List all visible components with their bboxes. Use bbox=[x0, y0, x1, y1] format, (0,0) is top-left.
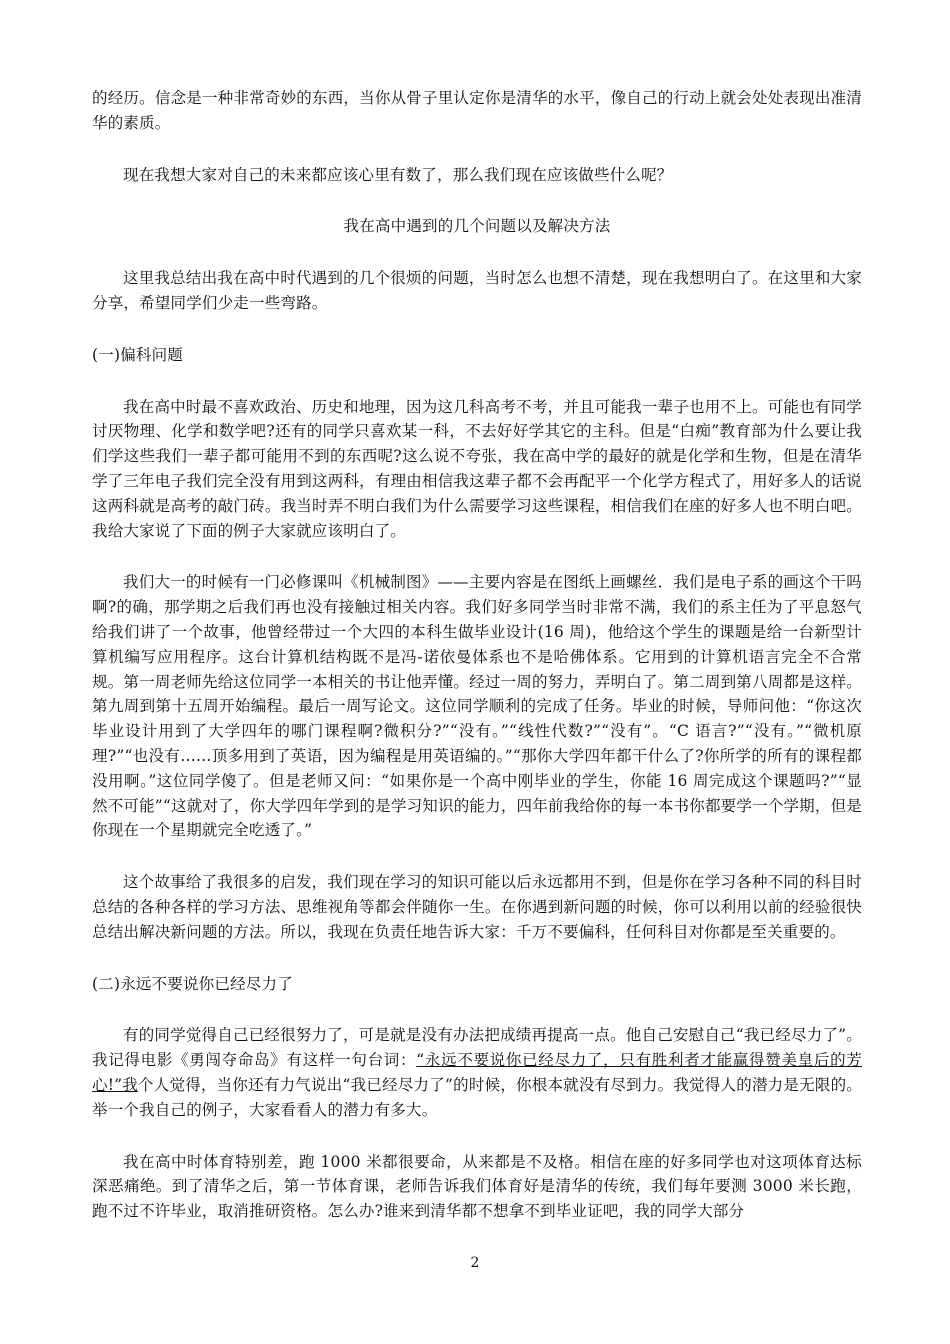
paragraph-effort bbox=[92, 1023, 862, 1122]
paragraph-future: 现在我想大家对自己的未来都应该心里有数了，那么我们现在应该做些什么呢？ bbox=[123, 165, 673, 184]
paragraph-belief: 的经历。信念是一种非常奇妙的东西，当你从骨子里认定你是清华的水平，像自己的行动上就会处处表现出准清华的素质。 bbox=[92, 89, 862, 132]
paragraph-story: 我们大一的时候有一门必修课叫《机械制图》——主要内容是在图纸上画螺丝．我们是电子系的画这个干吗啊?的确，那学期之后我们再也没有接触过相关内容。我们好多同学当时非常不满，我们的系主任为了平息怒气给我们讲了一个故事，他曾经带过一个大四的本科生做毕业设计(16 周)，他给这个学生的课题是给一台新型计算机编写应用程序。这台计算机结构既不是冯-诺依曼体系也不是哈佛体系。它用到的计算机语言完全不合常规。第一周老师先给这位同学一本相关的书让他弄懂。经过一周的努力，弄明白了。第二周到第八周都是这样。第九周到第十五周开始编程。最后一周写论文。这位同学顺利的完成了任务。毕业的时候，导师问他：“你这次毕业设计用到了大学四年的哪门课程啊?微积分?”“没有。”“线性代数?”“没有”。“C 语言?”“没有。”“微机原理?”“也没有……顶多用到了英语，因为编程是用英语编的。”“那你大学四年都干什么了?你所学的所有的课程都没用啊。”这位同学傻了。但是老师又问：“如果你是一个高中刚毕业的学生，你能 16 周完成这个课题吗?”“显然不可能”“这就对了，你大学四年学到的是学习知识的能力，四年前我给你的每一本书你都要学一个学期，但是你现在一个星期就完全吃透了。” bbox=[92, 573, 862, 840]
page-number: 2 bbox=[470, 1255, 480, 1271]
paragraph-subject-bias: 我在高中时最不喜欢政治、历史和地理，因为这几科高考不考，并且可能我一辈子也用不上。可能也有同学讨厌物理、化学和数学吧?还有的同学只喜欢某一科，不去好好学其它的主科。但是“白痴”教育部为什么要让我们学这些我们一辈子都可能用不到的东西呢?这么说不夸张，我在高中学的最好的就是化学和生物，但是在清华学了三年电子我们完全没有用到这两科，有理由相信我这辈子都不会再配平一个化学方程式了，用好多人的话说这两科就是高考的敲门砖。我当时弄不明白我们为什么需要学习这些课程，相信我们在座的好多人也不明白吧。我给大家说了下面的例子大家就应该明白了。 bbox=[92, 397, 862, 540]
document-page bbox=[92, 86, 862, 1224]
paragraph-intro: 这里我总结出我在高中时代遇到的几个很烦的问题，当时怎么也想不清楚，现在我想明白了。在这里和大家分享，希望同学们少走一些弯路。 bbox=[92, 269, 862, 312]
effort-text-after: 个人觉得，当你还有力气说出“我已经尽力了”的时候，你根本就没有尽到力。我觉得人的潜力是无限的。举一个我自己的例子，大家看看人的潜力有多大。 bbox=[92, 1075, 863, 1119]
section-title: 我在高中遇到的几个问题以及解决方法 bbox=[343, 217, 611, 236]
movie-quote: “永远不要说你已经尽力了，只有胜利者才能赢得赞美皇后的芳心!”我 bbox=[92, 1051, 862, 1094]
effort-text-before: 有的同学觉得自己已经很努力了，可是就是没有办法把成绩再提高一点。他自己安慰自己“我已经尽力了”。我记得电影《勇闯夺命岛》有这样一句台词： bbox=[92, 1026, 862, 1070]
paragraph-sports: 我在高中时体育特别差，跑 1000 米都很要命，从来都是不及格。相信在座的好多同学也对这项体育达标深恶痛绝。到了清华之后，第一节体育课，老师告诉我们体育好是清华的传统，我们每年要测 3000 米长跑，跑不过不许毕业，取消推研资格。怎么办?谁来到清华都不想拿不到毕业证吧，我的同学大部分 bbox=[92, 1152, 862, 1221]
heading-never-give-up: (二)永远不要说你已经尽力了 bbox=[92, 974, 293, 993]
paragraph-inspiration: 这个故事给了我很多的启发，我们现在学习的知识可能以后永远都用不到，但是你在学习各种不同的科目时总结的各种各样的学习方法、思维视角等都会伴随你一生。在你遇到新问题的时候，你可以利用以前的经验很快总结出解决新问题的方法。所以，我现在负责任地告诉大家：千万不要偏科，任何科目对你都是至关重要的。 bbox=[92, 873, 862, 941]
heading-subject-bias: (一)偏科问题 bbox=[92, 345, 183, 364]
